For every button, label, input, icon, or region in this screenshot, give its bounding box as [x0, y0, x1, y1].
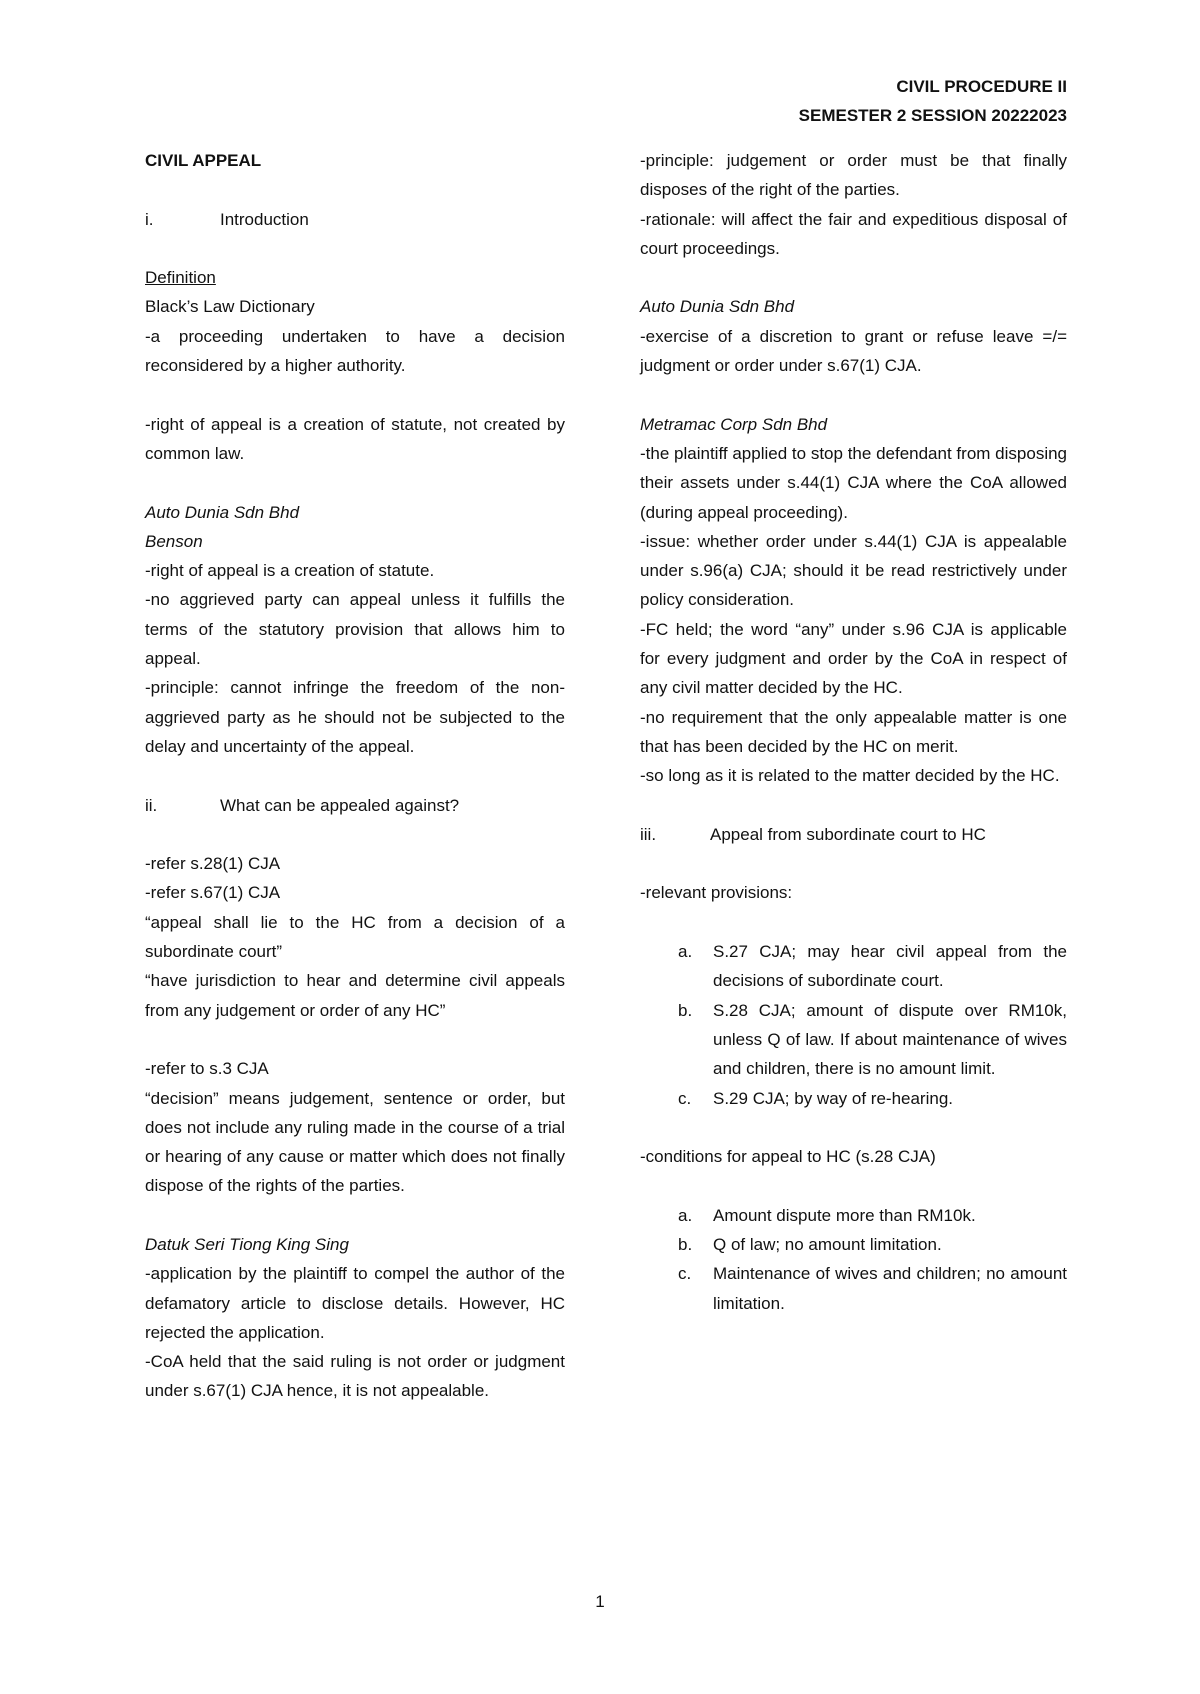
list-marker: b. — [678, 1234, 693, 1254]
document-title: CIVIL APPEAL — [145, 151, 262, 170]
section-number: i. — [145, 209, 154, 229]
case-point: -issue: whether order under s.44(1) CJA is appealable under s.96(a) CJA; should it be read restrictively under policy consideration. — [640, 531, 1067, 610]
section-appeal-subordinate — [640, 820, 1067, 849]
list-text: S.29 CJA; by way of re-hearing. — [713, 1088, 954, 1108]
section-label: Appeal from subordinate court to HC — [710, 824, 986, 844]
case-name: Auto Dunia Sdn Bhd — [145, 502, 300, 522]
page-number: 1 — [595, 1592, 605, 1611]
definition-text: -a proceeding undertaken to have a decision reconsidered by a higher authority. — [145, 326, 565, 376]
conditions-label: -conditions for appeal to HC (s.28 CJA) — [640, 1147, 936, 1167]
statute-note: -right of appeal is a creation of statute, not created by common law. — [145, 414, 565, 463]
list-item — [640, 1201, 1067, 1230]
case-name: Metramac Corp Sdn Bhd — [640, 414, 828, 434]
relevant-provisions-label: -relevant provisions: — [640, 883, 793, 903]
quotation: “appeal shall lie to the HC from a decision of a subordinate court” — [145, 912, 565, 962]
case-point: -FC held; the word “any” under s.96 CJA is applicable for every judgment and order by the CoA in respect of any civil matter decided by the HC. — [640, 619, 1067, 698]
list-marker: a. — [678, 1205, 693, 1225]
section-label: What can be appealed against? — [220, 795, 460, 815]
quotation: “have jurisdiction to hear and determine civil appeals from any judgement or order of any HC” — [145, 971, 565, 1020]
case-name: Datuk Seri Tiong King Sing — [145, 1234, 349, 1254]
section-label: Introduction — [220, 209, 309, 229]
list-marker: c. — [678, 1264, 692, 1284]
section-number: iii. — [640, 824, 657, 844]
definition-heading: Definition — [145, 268, 216, 288]
list-item — [640, 1230, 1067, 1259]
list-text: Amount dispute more than RM10k. — [713, 1205, 976, 1225]
definition-source: Black’s Law Dictionary — [145, 297, 315, 317]
rationale-note: -rationale: will affect the fair and expeditious disposal of court proceedings. — [640, 209, 1067, 258]
list-text: Maintenance of wives and children; no amount limitation. — [713, 1264, 1067, 1313]
case-point: -application by the plaintiff to compel the author of the defamatory article to disclose details. However, HC rejected the application. — [145, 1264, 565, 1342]
case-point: -the plaintiff applied to stop the defendant from disposing their assets under s.44(1) CJA where the CoA allowed (during appeal proceeding). — [640, 443, 1067, 522]
right-column — [640, 146, 1067, 1318]
conditions-list — [640, 1201, 1067, 1318]
case-point: -CoA held that the said ruling is not order or judgment under s.67(1) CJA hence, it is not appealable. — [145, 1352, 565, 1401]
list-item — [640, 1259, 1067, 1318]
list-item — [640, 996, 1067, 1084]
list-item — [640, 937, 1067, 996]
case-point: -so long as it is related to the matter decided by the HC. — [640, 766, 1060, 786]
case-point: -principle: cannot infringe the freedom of the non-aggrieved party as he should not be subjected to the delay and uncertainty of the appeal. — [145, 678, 565, 756]
list-item — [640, 1084, 1067, 1113]
reference-line: -refer s.28(1) CJA — [145, 854, 281, 874]
list-text: Q of law; no amount limitation. — [713, 1234, 942, 1254]
course-title: CIVIL PROCEDURE II — [896, 77, 1067, 96]
list-marker: c. — [678, 1088, 692, 1108]
case-name: Benson — [145, 531, 203, 551]
list-text: S.27 CJA; may hear civil appeal from the decisions of subordinate court. — [713, 942, 1067, 991]
decision-definition: “decision” means judgement, sentence or order, but does not include any ruling made in the course of a trial or hearing of any cause or matter which does not finally dispose of the rights of the parties. — [145, 1088, 565, 1196]
section-number: ii. — [145, 795, 158, 815]
case-point: -no aggrieved party can appeal unless it fulfills the terms of the statutory provision that allows him to appeal. — [145, 590, 565, 669]
principle-note: -principle: judgement or order must be that finally disposes of the right of the parties. — [640, 151, 1067, 200]
case-point: -no requirement that the only appealable matter is one that has been decided by the HC on merit. — [640, 707, 1067, 756]
left-column — [145, 146, 565, 1406]
section-what-can-be-appealed — [145, 791, 565, 820]
list-marker: b. — [678, 1000, 693, 1020]
reference-line: -refer to s.3 CJA — [145, 1059, 269, 1079]
reference-line: -refer s.67(1) CJA — [145, 883, 281, 903]
page-header — [799, 72, 1067, 130]
provisions-list — [640, 937, 1067, 1113]
section-introduction — [145, 205, 565, 234]
semester-info: SEMESTER 2 SESSION 20222023 — [798, 106, 1067, 125]
case-name: Auto Dunia Sdn Bhd — [640, 297, 795, 317]
list-text: S.28 CJA; amount of dispute over RM10k, unless Q of law. If about maintenance of wives and children, there is no amount limit. — [713, 1000, 1067, 1079]
case-point: -exercise of a discretion to grant or refuse leave =/= judgment or order under s.67(1) CJA. — [640, 326, 1067, 376]
list-marker: a. — [678, 942, 693, 962]
case-point: -right of appeal is a creation of statute. — [145, 561, 435, 581]
